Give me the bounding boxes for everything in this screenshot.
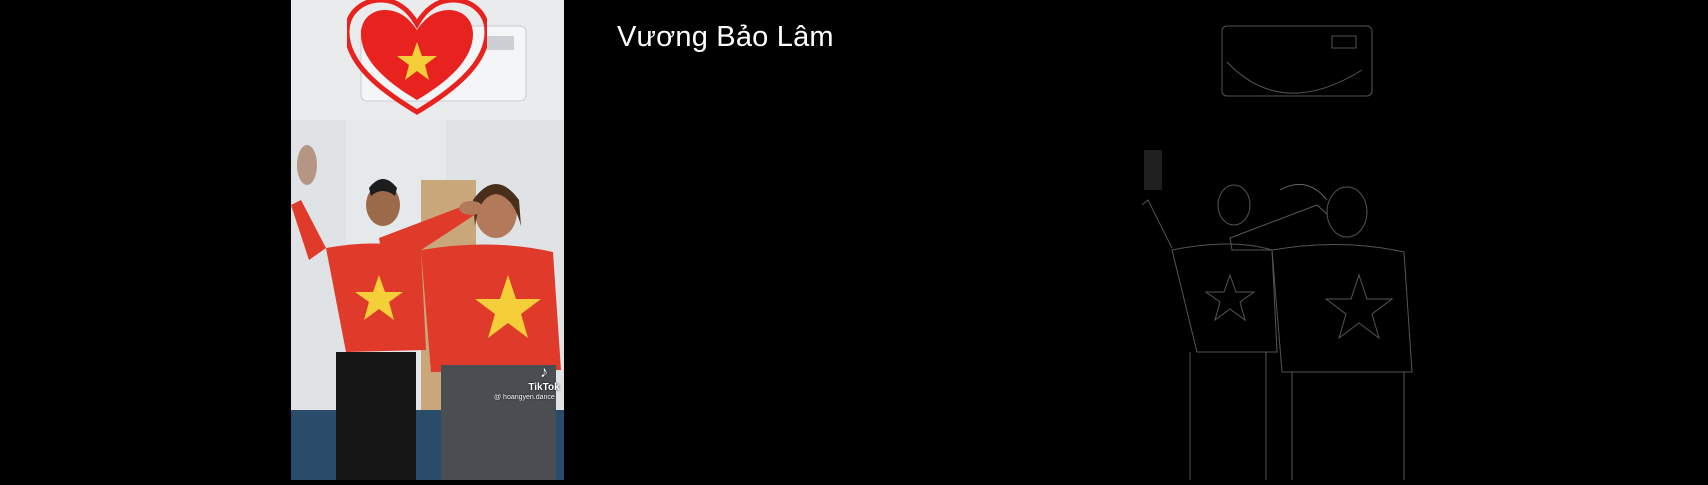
- tiktok-logo: [524, 364, 564, 393]
- heart-flag-icon: [347, 0, 487, 120]
- edge-detection-panel: [1142, 0, 1422, 480]
- edge-outline-scene: [1142, 0, 1422, 480]
- tiktok-note-icon: ♪: [540, 364, 548, 381]
- tiktok-logo-label: TikTok: [528, 382, 560, 393]
- video-caption: Vương Bảo Lâm: [617, 21, 834, 53]
- video-frame[interactable]: [291, 0, 564, 480]
- tiktok-handle: @ hoangyen.dance: [494, 394, 555, 401]
